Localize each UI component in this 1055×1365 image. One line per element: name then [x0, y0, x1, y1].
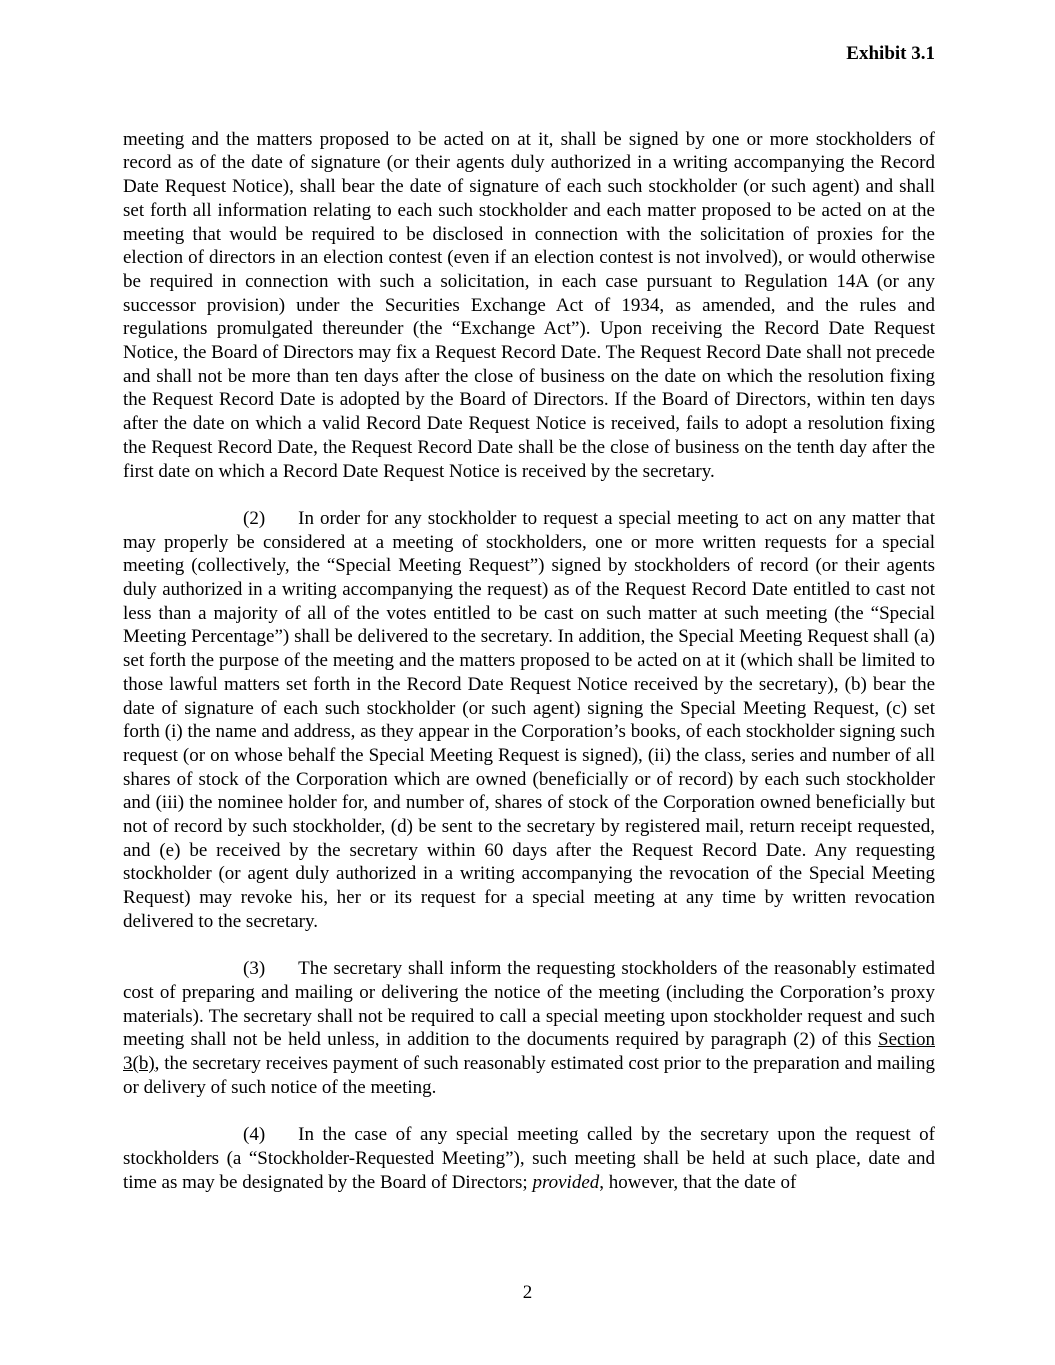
paragraph-2: [123, 507, 935, 934]
paragraph-text: , however, that the date of: [599, 1171, 797, 1193]
paragraph-continuation: [123, 128, 935, 484]
page-number: 2: [522, 1282, 533, 1303]
paragraph-number: (4): [243, 1124, 266, 1146]
paragraph-number: (3): [243, 958, 266, 980]
section-reference: Section 3(b): [123, 1029, 935, 1075]
document-header: [123, 42, 935, 66]
paragraph-text: In the case of any special meeting called by the secretary upon the request of stockholders (a “Stockholder-Requested Meeting”), such meeting shall be held at such place, date and time as may be designated by the Board of Directors;: [123, 1124, 935, 1193]
paragraph-text: In order for any stockholder to request a special meeting to act on any matter that may properly be considered at a meeting of stockholders, one or more written requests for a special meeting (collectively, the “Special Meeting Request”) signed by stockholders of record (or their agents duly authorized in a writing accompanying the request) as of the Request Record Date entitled to cast not less than a majority of all of the votes entitled to be cast on such matter at such meeting (the “Special Meeting Percentage”) shall be delivered to the secretary. In addition, the Special Meeting Request shall (a) set forth the purpose of the meeting and the matters proposed to be acted on at it (which shall be limited to those lawful matters set forth in the Record Date Request Notice received by the secretary), (b) bear the date of signature of each such stockholder (or such agent) signing the Special Meeting Request, (c) set forth (i) the name and address, as they appear in the Corporation’s books, of each stockholder signing such request (or on whose behalf the Special Meeting Request is signed), (ii) the class, series and number of all shares of stock of the Corporation which are owned (beneficially or of record) by each such stockholder and (iii) the nominee holder for, and number of, shares of stock of the Corporation owned beneficially but not of record by such stockholder, (d) be sent to the secretary by registered mail, return receipt requested, and (e) be received by the secretary within 60 days after the Request Record Date. Any requesting stockholder (or agent duly authorized in a writing accompanying the revocation of the Special Meeting Request) may revoke his, her or its request for a special meeting at any time by written revocation delivered to the secretary.: [123, 507, 935, 932]
document-body: [123, 128, 935, 1195]
paragraph-3: [123, 957, 935, 1099]
paragraph-4: [123, 1123, 935, 1194]
paragraph-text: The secretary shall inform the requesting stockholders of the reasonably estimated cost of preparing and mailing or delivering the notice of the meeting (including the Corporation’s proxy materials). The secretary shall not be required to call a special meeting upon stockholder request and such meeting shall not be held unless, in addition to the documents required by paragraph (2) of this: [123, 958, 935, 1051]
paragraph-text: meeting and the matters proposed to be acted on at it, shall be signed by one or more stockholders of record as of the date of signature (or their agents duly authorized in a writing accompanying the Record Date Request Notice), shall bear the date of signature of each such stockholder (or such agent) and shall set forth all information relating to each such stockholder and each matter proposed to be acted on at the meeting that would be required to be disclosed in connection with the solicitation of proxies for the election of directors in an election contest (even if an election contest is not involved), or would otherwise be required in connection with such a solicitation, in each case pursuant to Regulation 14A (or any successor provision) under the Securities Exchange Act of 1934, as amended, and the rules and regulations promulgated thereunder (the “Exchange Act”). Upon receiving the Record Date Request Notice, the Board of Directors may fix a Request Record Date. The Request Record Date shall not precede and shall not be more than ten days after the close of business on the date on which the resolution fixing the Request Record Date is adopted by the Board of Directors. If the Board of Directors, within ten days after the date on which a valid Record Date Request Notice is received, fails to adopt a resolution fixing the Request Record Date, the Request Record Date shall be the close of business on the tenth day after the first date on which a Record Date Request Notice is received by the secretary.: [123, 128, 935, 482]
defined-term-provided: provided: [532, 1171, 600, 1193]
paragraph-text: , the secretary receives payment of such reasonably estimated cost prior to the preparation and mailing or delivery of such notice of the meeting.: [123, 1053, 935, 1098]
document-footer: [0, 1281, 1055, 1305]
exhibit-label: Exhibit 3.1: [846, 43, 935, 64]
paragraph-number: (2): [243, 507, 266, 529]
